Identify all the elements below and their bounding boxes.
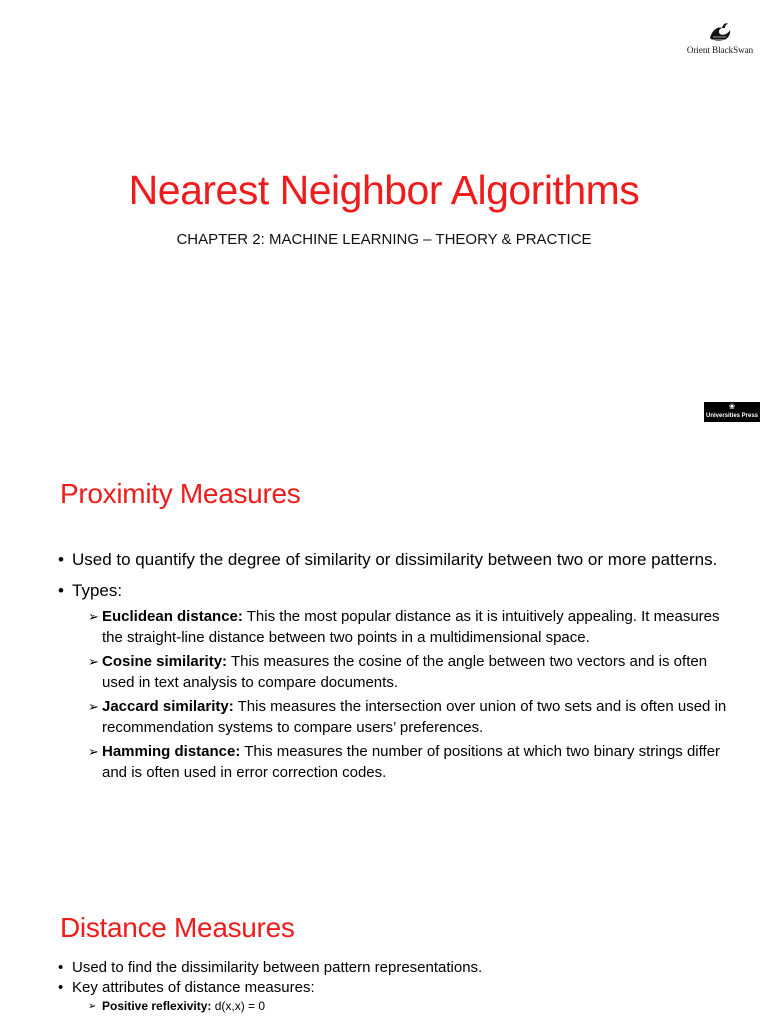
list-item xyxy=(58,579,728,783)
term-description: This measures the cosine of the angle between two vectors and is often used in text analysis to compare documents. xyxy=(102,653,708,691)
bullet-dot-icon: • xyxy=(58,550,64,569)
sub-bullet-list xyxy=(72,999,728,1014)
list-item xyxy=(58,958,728,978)
list-item xyxy=(58,548,728,571)
bullet-dot-icon: • xyxy=(58,979,64,996)
slide-heading: Proximity Measures xyxy=(60,478,301,509)
arrow-bullet-icon: ➢ xyxy=(88,609,99,624)
term-description: This the most popular distance as it is intuitively appealing. It measures the straight-line distance between two points in a multidimensional space. xyxy=(102,608,720,646)
chapter-subtitle: CHAPTER 2: MACHINE LEARNING – THEORY & PRACTICE xyxy=(176,231,592,248)
list-item xyxy=(88,741,728,783)
press-logo-text: Universities Press xyxy=(705,413,759,419)
term-description: d(x,x) = 0 xyxy=(211,999,266,1013)
arrow-bullet-icon: ➢ xyxy=(88,699,99,714)
slide-separator xyxy=(0,432,768,440)
term-description: This measures the number of positions at which two binary strings differ and is often used in error correction codes. xyxy=(102,743,721,781)
proximity-measures-slide xyxy=(0,440,768,872)
universities-press-logo xyxy=(704,402,760,422)
bullet-dot-icon: • xyxy=(58,959,64,976)
bullet-list xyxy=(58,958,728,1017)
bullet-dot-icon: • xyxy=(58,581,64,600)
bullet-text: Key attributes of distance measures: xyxy=(72,979,315,996)
term-description: This measures the intersection over union of two sets and is often used in recommendation systems to compare users’ preferences. xyxy=(102,698,727,736)
arrow-bullet-icon: ➢ xyxy=(88,654,99,669)
term-label: Positive reflexivity: xyxy=(102,999,212,1013)
list-item xyxy=(88,651,728,693)
slide-separator xyxy=(0,872,768,880)
bullet-text: Types: xyxy=(72,581,123,600)
bullet-list xyxy=(58,548,728,791)
sub-bullet-list xyxy=(72,606,728,783)
list-item xyxy=(58,978,728,1014)
term-label: Euclidean distance: xyxy=(102,608,243,625)
arrow-bullet-icon: ➢ xyxy=(88,1001,97,1012)
presentation-title: Nearest Neighbor Algorithms xyxy=(128,167,640,213)
title-slide xyxy=(0,0,768,432)
swan-icon xyxy=(706,20,734,44)
list-item xyxy=(88,999,728,1014)
list-item xyxy=(88,606,728,648)
bullet-text: Used to find the dissimilarity between pattern representations. xyxy=(72,959,483,976)
orient-blackswan-logo xyxy=(680,20,760,55)
arrow-bullet-icon: ➢ xyxy=(88,744,99,759)
distance-measures-slide xyxy=(0,880,768,1024)
term-label: Hamming distance: xyxy=(102,743,241,760)
bullet-text: Used to quantify the degree of similarity or dissimilarity between two or more patterns. xyxy=(72,550,718,569)
press-mark-icon: ❀ xyxy=(728,402,736,411)
list-item xyxy=(88,696,728,738)
term-label: Jaccard similarity: xyxy=(102,698,234,715)
publisher-logo-text: Orient BlackSwan xyxy=(686,45,754,55)
slide-heading: Distance Measures xyxy=(60,912,295,943)
term-label: Cosine similarity: xyxy=(102,653,228,670)
